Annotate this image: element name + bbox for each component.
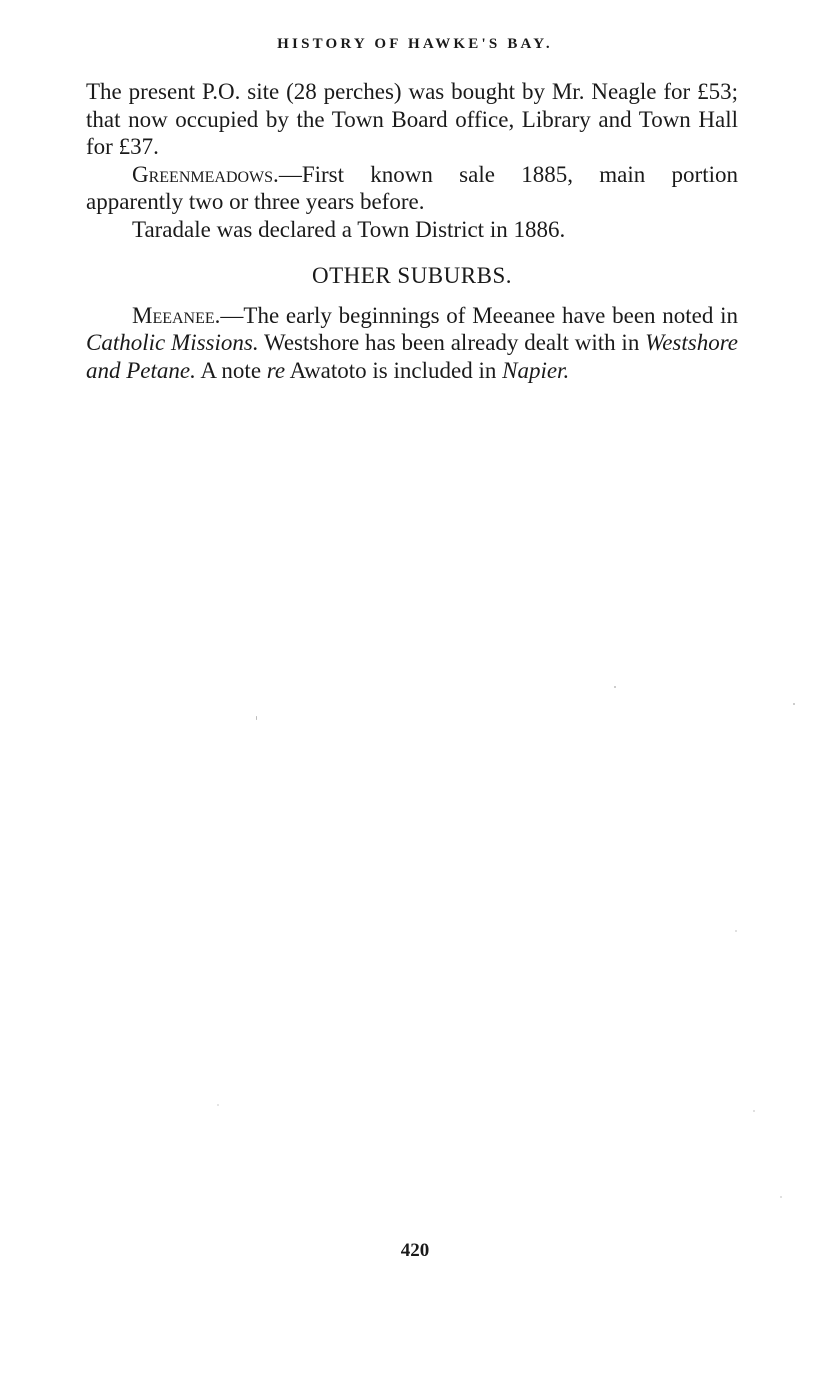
paper-speck bbox=[793, 703, 795, 705]
paragraph-post-office-site: The present P.O. site (28 perches) was bought by Mr. Neagle for £53; that now occupied by the Town Board office, Library and Town Hall for £37. bbox=[86, 79, 738, 159]
paper-speck bbox=[780, 1196, 782, 1198]
body-text bbox=[86, 78, 738, 384]
paragraph-meeanee bbox=[86, 302, 738, 385]
paper-speck bbox=[256, 716, 257, 720]
paragraph-taradale: Taradale was declared a Town District in 1886. bbox=[132, 216, 566, 242]
cross-reference-westshore-petane: Westshore and Petane. bbox=[86, 330, 738, 383]
paragraph-greenmeadows bbox=[86, 161, 738, 216]
greenmeadows-lead: Greenmeadows. bbox=[132, 161, 279, 187]
meeanee-text-2: Westshore has been already dealt with in bbox=[258, 330, 646, 355]
latin-re: re bbox=[266, 357, 286, 383]
meeanee-text-3: A note bbox=[195, 357, 267, 383]
meeanee-lead: Meeanee. bbox=[132, 302, 221, 328]
page-number: 420 bbox=[400, 1240, 430, 1261]
paper-speck bbox=[753, 1110, 755, 1112]
greenmeadows-text: —First known sale 1885, main portion apparently two or three years before. bbox=[86, 161, 738, 214]
running-header: HISTORY OF HAWKE'S BAY. bbox=[277, 36, 553, 52]
section-heading: OTHER SUBURBS. bbox=[312, 263, 512, 288]
paper-speck bbox=[217, 1104, 219, 1106]
cross-reference-catholic-missions: Catholic Missions. bbox=[86, 330, 259, 355]
paper-speck bbox=[614, 686, 616, 688]
cross-reference-napier: Napier. bbox=[502, 357, 570, 383]
meeanee-text-4: Awatoto is included in bbox=[285, 357, 503, 383]
paper-speck bbox=[735, 930, 737, 932]
meeanee-text-1: —The early beginnings of Meeanee have been noted in bbox=[220, 302, 738, 328]
